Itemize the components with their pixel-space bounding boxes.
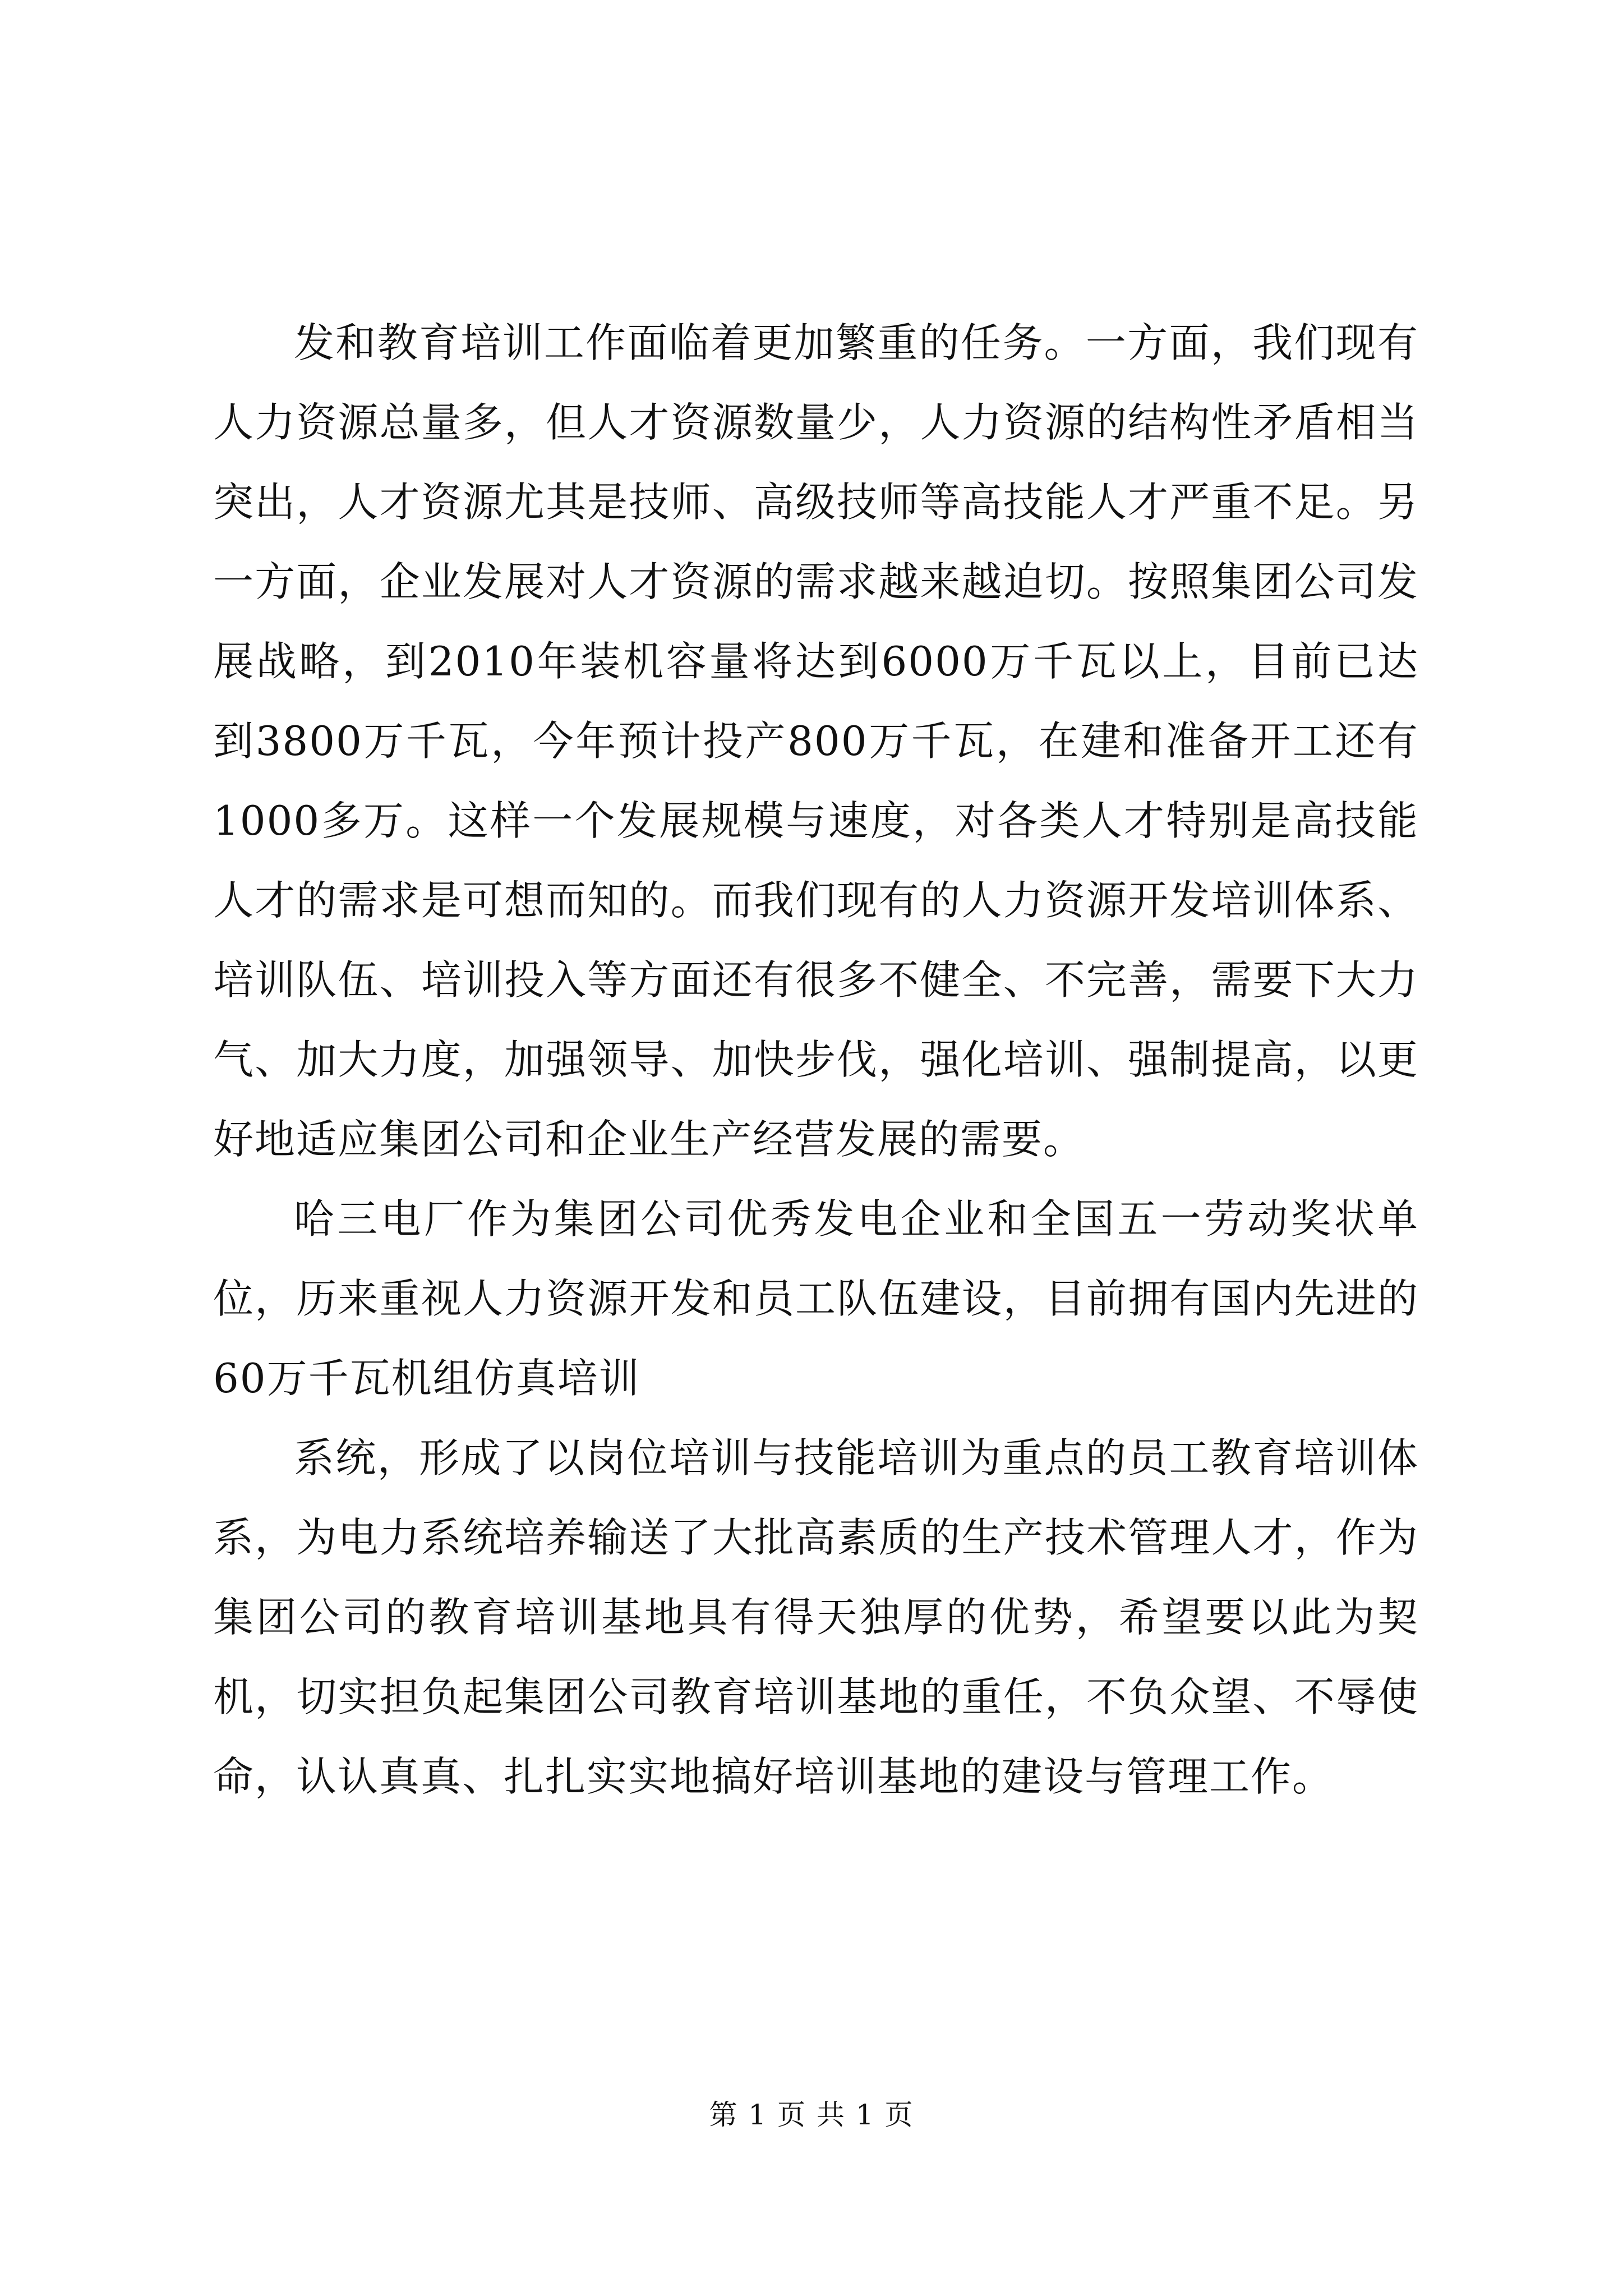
document-body (213, 303, 1419, 1816)
paragraph-1: 发和教育培训工作面临着更加繁重的任务。一方面，我们现有人力资源总量多，但人才资源数量少，人力资源的结构性矛盾相当突出，人才资源尤其是技师、高级技师等高技能人才严重不足。另一方面，企业发展对人才资源的需求越来越迫切。按照集团公司发展战略，到2010年装机容量将达到6000万千瓦以上，目前已达到3800万千瓦，今年预计投产800万千瓦，在建和准备开工还有1000多万。这样一个发展规模与速度，对各类人才特别是高技能人才的需求是可想而知的。而我们现有的人力资源开发培训体系、培训队伍、培训投入等方面还有很多不健全、不完善，需要下大力气、加大力度，加强领导、加快步伐，强化培训、强制提高，以更好地适应集团公司和企业生产经营发展的需要。 (213, 319, 1419, 1163)
paragraph-2: 哈三电厂作为集团公司优秀发电企业和全国五一劳动奖状单位，历来重视人力资源开发和员工队伍建设，目前拥有国内先进的60万千瓦机组仿真培训 (213, 1195, 1419, 1402)
page-number-footer: 第 1 页 共 1 页 (709, 2099, 914, 2131)
paragraph-3: 系统，形成了以岗位培训与技能培训为重点的员工教育培训体系，为电力系统培养输送了大批高素质的生产技术管理人才，作为集团公司的教育培训基地具有得天独厚的优势，希望要以此为契机，切实担负起集团公司教育培训基地的重任，不负众望、不辱使命，认认真真、扎扎实实地搞好培训基地的建设与管理工作。 (213, 1434, 1419, 1800)
